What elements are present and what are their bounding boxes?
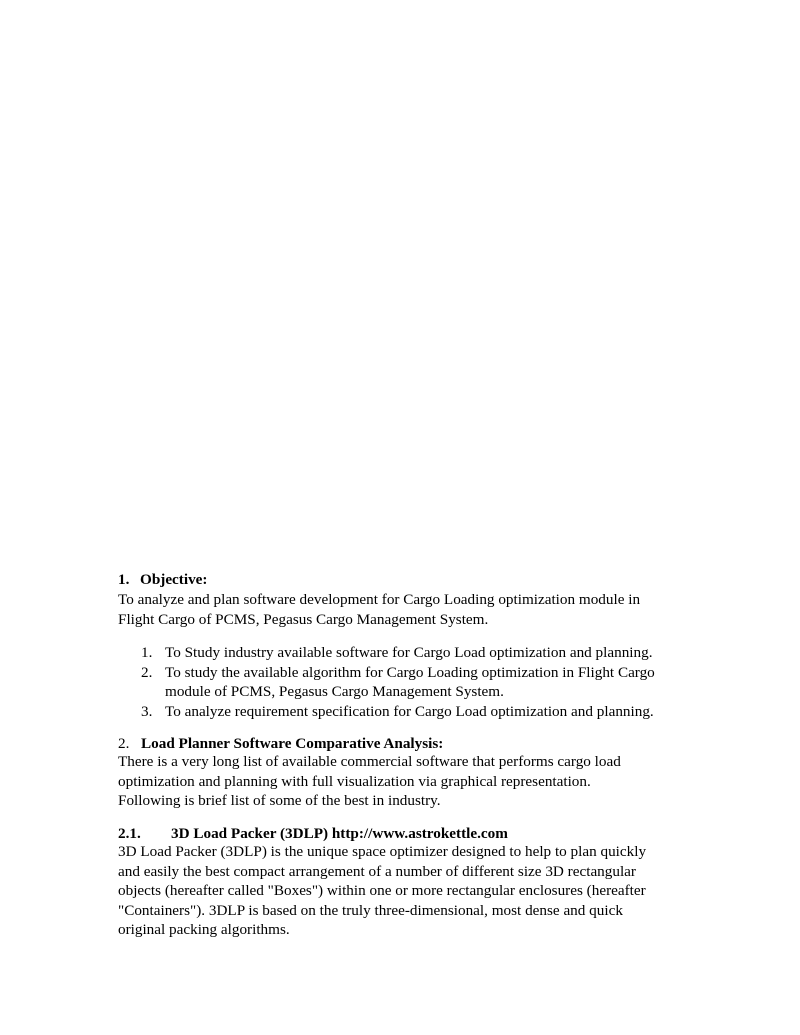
section-1-heading (118, 570, 207, 590)
section-2-number: 2. (118, 735, 130, 752)
paragraph-line: There is a very long list of available commercial software that performs cargo load (118, 753, 621, 770)
list-item-text: To analyze requirement specification for Cargo Load optimization and planning. (165, 702, 654, 720)
objectives-list (118, 643, 718, 721)
paragraph-line: 3D Load Packer (3DLP) is the unique space optimizer designed to help to plan quickly (118, 843, 647, 860)
section-2-heading (118, 734, 443, 754)
section-2-1-paragraph (118, 842, 718, 940)
paragraph-line: "Containers"). 3DLP is based on the truly three-dimensional, most dense and quick (118, 901, 623, 919)
section-2-1-heading (118, 824, 508, 844)
section-2-title: Load Planner Software Comparative Analysis: (141, 735, 444, 752)
list-item (118, 643, 718, 663)
list-item-marker: 1. (141, 644, 153, 661)
paragraph-line: To analyze and plan software development for Cargo Loading optimization module in (118, 591, 641, 608)
section-2-paragraph (118, 752, 718, 811)
paragraph-line: original packing algorithms. (118, 921, 290, 938)
paragraph-line: Flight Cargo of PCMS, Pegasus Cargo Management System. (118, 610, 489, 628)
list-item-text: To Study industry available software for Cargo Load optimization and planning. (165, 644, 653, 661)
paragraph-line: objects (hereafter called "Boxes") within one or more rectangular enclosures (hereafter (118, 882, 646, 899)
section-1-title: Objective: (140, 571, 208, 588)
list-item-marker: 2. (141, 663, 153, 681)
section-1-number: 1. (118, 571, 130, 588)
section-2-1-title: 3D Load Packer (3DLP) http://www.astrokettle.com (171, 825, 508, 842)
list-item (118, 663, 718, 702)
section-2-1-number: 2.1. (118, 825, 141, 842)
list-item-text: module of PCMS, Pegasus Cargo Management System. (165, 683, 504, 700)
list-item (118, 702, 718, 722)
section-1-paragraph (118, 590, 718, 629)
paragraph-line: optimization and planning with full visualization via graphical representation. (118, 772, 591, 790)
list-item-marker: 3. (141, 702, 153, 720)
paragraph-line: and easily the best compact arrangement of a number of different size 3D rectangular (118, 862, 636, 880)
list-item-text: To study the available algorithm for Cargo Loading optimization in Flight Cargo (165, 663, 655, 681)
paragraph-line: Following is brief list of some of the best in industry. (118, 792, 441, 809)
